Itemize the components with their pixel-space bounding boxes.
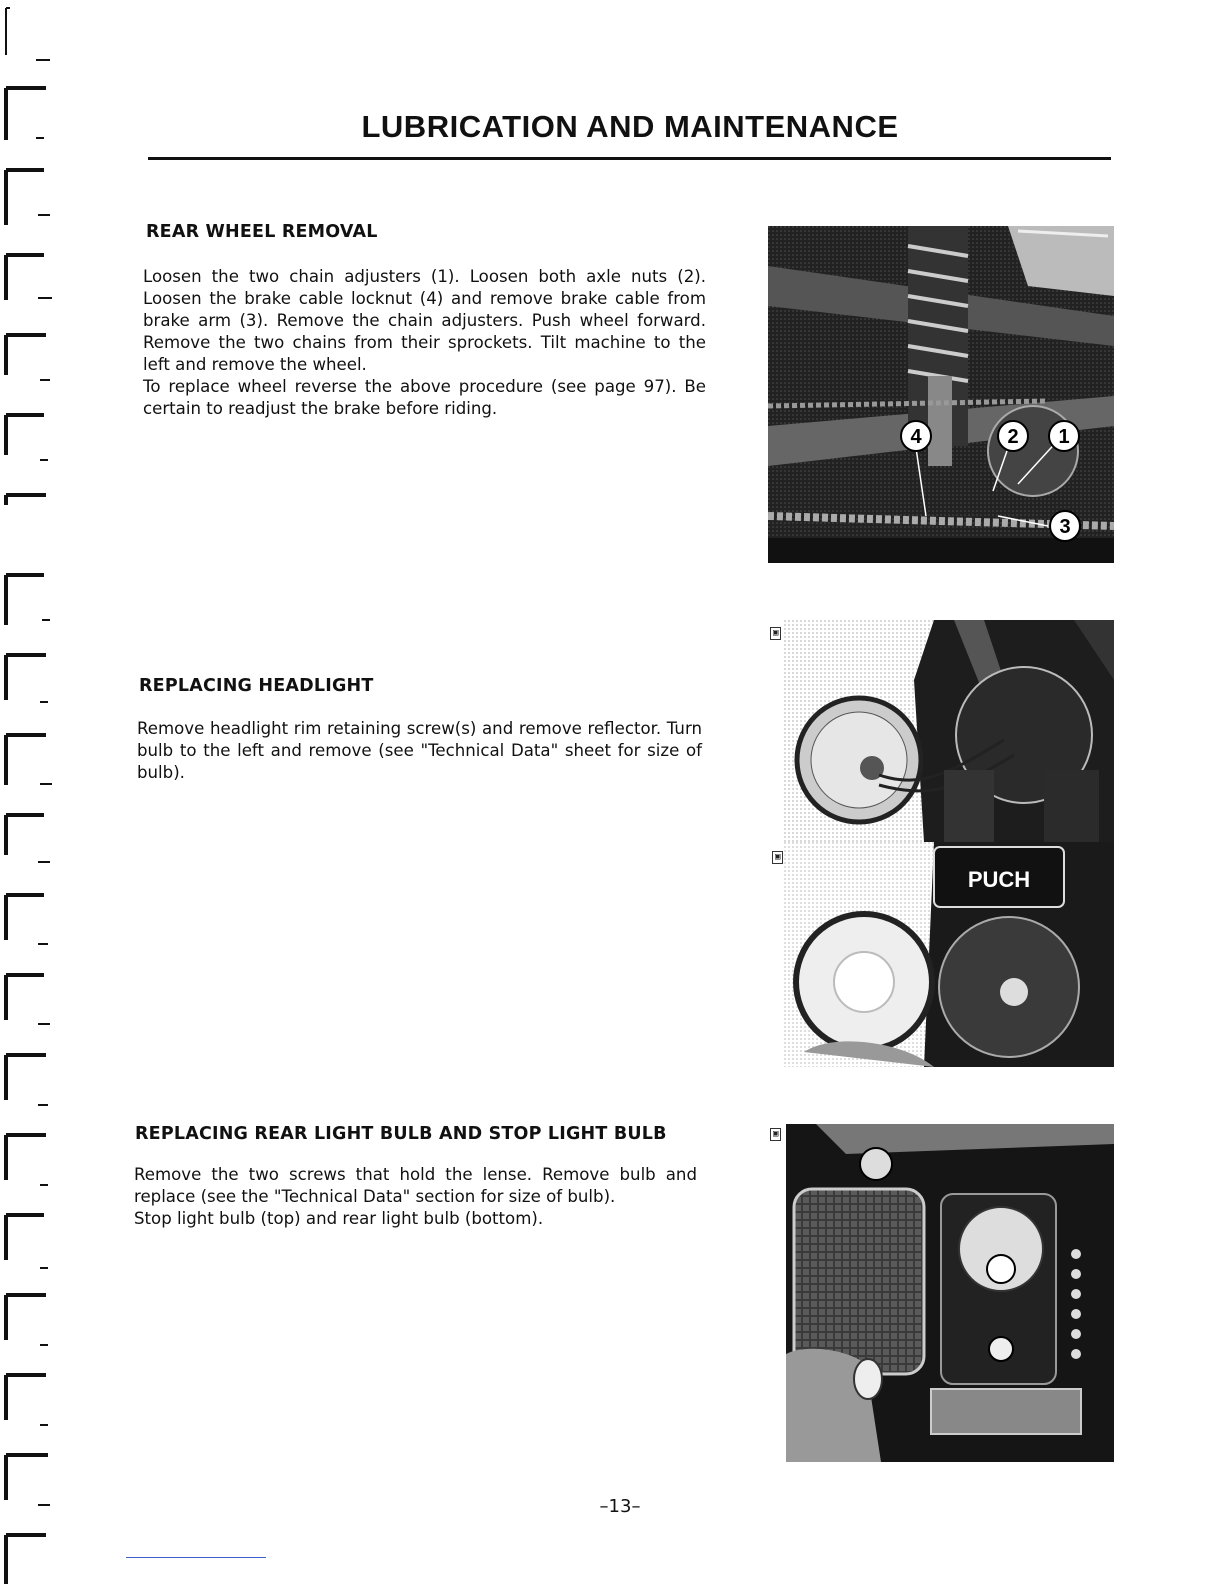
figure-tag-icon: ▣: [770, 627, 781, 640]
rear-light-photo: [786, 1124, 1114, 1462]
callout-2: [998, 421, 1028, 451]
figure-tag-icon: ▣: [770, 1128, 781, 1141]
section-body-headlight: [137, 718, 702, 784]
callout-3: [1050, 511, 1080, 541]
figure-tag-icon: ▣: [772, 851, 783, 864]
paragraph: Remove headlight rim retaining screw(s) and remove reflector. Turn bulb to the left and remove (see "Technical Data" sheet for size of bulb).: [137, 719, 702, 782]
section-body-rear-wheel: [143, 266, 706, 420]
paragraph: Loosen the two chain adjusters (1). Loosen both axle nuts (2). Loosen the brake cable locknut (4) and remove brake cable from brake arm (3). Remove the chain adjusters. Push wheel forward. Remove the two chains from their sprockets. Tilt machine to the left and remove the wheel.: [143, 267, 706, 374]
page-title: LUBRICATION AND MAINTENANCE: [361, 109, 899, 144]
svg-text:3: 3: [1059, 516, 1071, 538]
title-rule: [148, 157, 1111, 160]
section-heading-headlight: REPLACING HEADLIGHT: [139, 676, 374, 696]
puch-logo: PUCH: [967, 867, 1031, 892]
paragraph: To replace wheel reverse the above procedure (see page 97). Be certain to readjust the brake before riding.: [143, 377, 706, 418]
section-heading-rear-light: REPLACING REAR LIGHT BULB AND STOP LIGHT BULB: [135, 1124, 667, 1144]
section-heading-rear-wheel: REAR WHEEL REMOVAL: [146, 222, 378, 242]
headlight-photo-top: [784, 620, 1114, 842]
callout-4: [901, 421, 931, 451]
headlight-photo-bottom: [784, 842, 1114, 1067]
binding-marks: [0, 0, 70, 1584]
rear-wheel-photo: [768, 226, 1114, 563]
paragraph: Remove the two screws that hold the lense. Remove bulb and replace (see the "Technical Data" section for size of bulb).: [134, 1165, 697, 1206]
footer-line: [126, 1557, 266, 1558]
paragraph: Stop light bulb (top) and rear light bulb (bottom).: [134, 1209, 544, 1228]
svg-text:4: 4: [910, 426, 922, 448]
page-number: –13–: [599, 1496, 641, 1517]
callout-1: [1049, 421, 1079, 451]
section-body-rear-light: [134, 1164, 697, 1230]
svg-text:1: 1: [1058, 426, 1070, 448]
svg-text:2: 2: [1007, 426, 1019, 448]
